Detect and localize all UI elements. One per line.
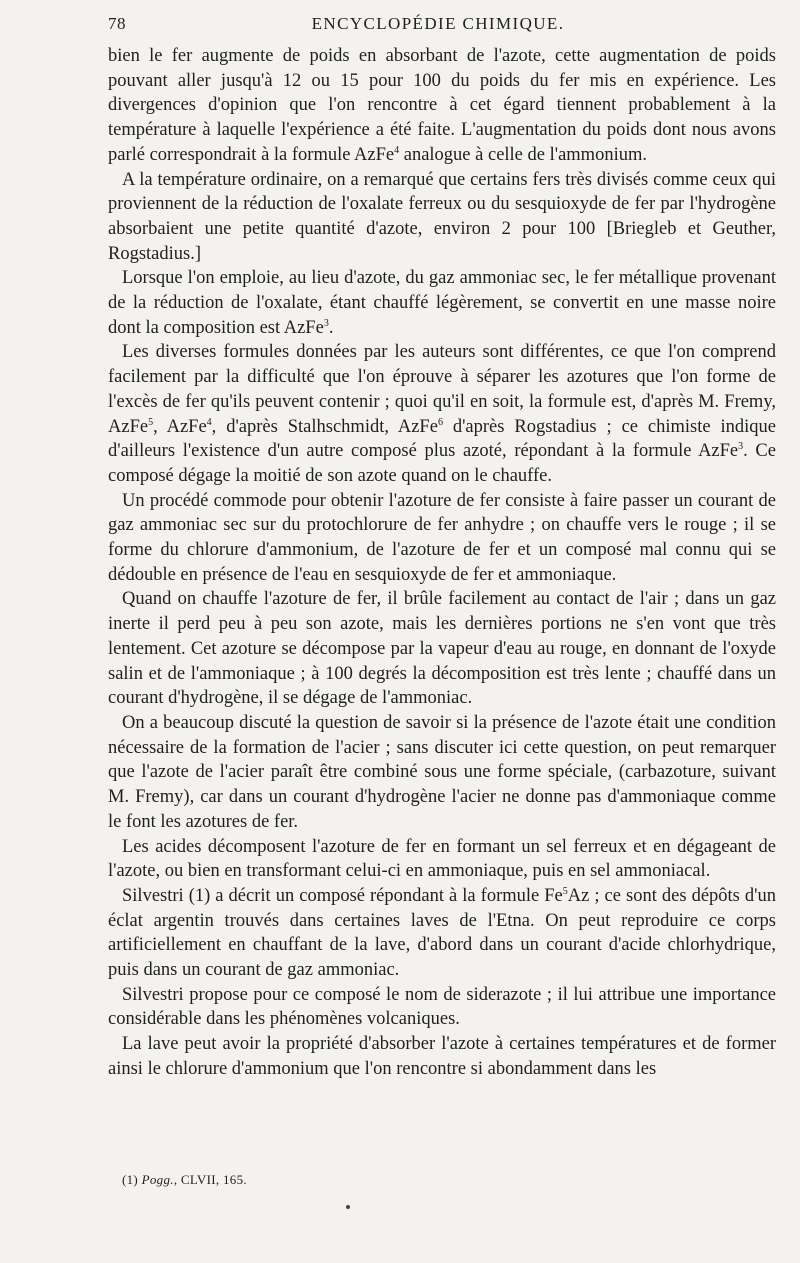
text-run: d'après Rogstadius ; ce chimiste indique d'ailleurs l'existence d'un autre composé plus azoté, répondant à la formule AzFe [108,416,776,462]
body-text [108,44,776,1082]
text-run: analogue à celle de l'ammonium. [399,144,647,165]
paragraph [108,711,776,835]
footnote [122,1172,247,1188]
paragraph [108,983,776,1032]
text-run: Les acides décomposent l'azoture de fer en formant un sel ferreux et en dégageant de l'azote, ou bien en transformant celui-ci en ammoniaque, puis en sel ammoniacal. [108,836,776,882]
footnote-source: Pogg. [141,1172,174,1187]
paragraph [108,340,776,488]
superscript: 5 [562,885,568,897]
superscript: 4 [394,144,400,156]
text-run: . [328,317,334,338]
superscript: 3 [738,441,744,453]
paragraph [108,835,776,884]
paragraph [108,266,776,340]
paragraph [108,884,776,983]
text-run: , AzFe [153,416,207,437]
text-run: Silvestri propose pour ce composé le nom de siderazote ; il lui attribue une importance considérable dans les phénomènes volcaniques. [108,984,776,1030]
text-run: La lave peut avoir la propriété d'absorber l'azote à certaines températures et de former ainsi le chlorure d'ammonium que l'on rencontre si abondamment dans les [108,1034,776,1079]
text-run: Quand on chauffe l'azoture de fer, il brûle facilement au contact de l'air ; dans un gaz inerte il perd peu à peu son azote, mais les dernières portions ne s'en vont que très lentement. Cet azoture se décompose par la vapeur d'eau au rouge, en donnant de l'oxyde salin et de l'ammoniaque ; à 100 degrés la décomposition est très lente ; chauffé dans un courant d'hydrogène, il se dégage de l'ammoniac. [108,589,776,709]
paragraph [108,489,776,588]
text-run: bien le fer augmente de poids en absorbant de l'azote, cette augmentation de poids pouvant aller jusqu'à 12 ou 15 pour 100 du poids du fer mis en expérience. Les divergences d'opinion que l'on rencontre à cet égard tiennent probablement à la température à laquelle l'expérience a été faite. L'augmentation du poids dont nous avons parlé correspondrait à la formule AzFe [108,46,776,165]
text-run: Lorsque l'on emploie, au lieu d'azote, du gaz ammoniac sec, le fer métallique provenant de la réduction de l'oxalate, étant chauffé légèrement, se convertit en une masse noire dont la composition est AzFe [108,268,776,338]
text-run: A la température ordinaire, on a remarqué que certains fers très divisés comme ceux qui proviennent de la réduction de l'oxalate ferreux ou du sesquioxyde de fer par l'hydrogène absorbaient une petite quantité d'azote, environ 2 pour 100 [Briegleb et Geuther, Rogstadius.] [108,169,776,264]
text-run: Az ; ce sont des dépôts d'un éclat argentin trouvés dans certaines laves de l'Etna. On peut reproduire ce corps artificiellement en chauffant de la lave, d'abord dans un courant d'acide chlorhydrique, puis dans un courant de gaz ammoniac. [108,885,776,981]
superscript: 5 [148,416,154,428]
text-run: Les diverses formules données par les auteurs sont différentes, ce que l'on comprend facilement par la difficulté que l'on éprouve à séparer les azotures que l'on forme de l'excès de fer qu'ils peuvent contenir ; quoi qu'il en soit, la formule est, d'après M. Fremy, AzFe [108,342,776,437]
page-header [108,14,768,38]
paragraph [108,168,776,267]
footnote-reference: , CLVII, 165. [173,1172,247,1187]
text-run: Silvestri (1) a décrit un composé répondant à la formule Fe [122,885,563,906]
text-run: , d'après Stalhschmidt, AzFe [211,416,438,437]
superscript: 3 [323,317,329,329]
footnote-marker: (1) [122,1172,142,1187]
text-run: On a beaucoup discuté la question de savoir si la présence de l'azote était une condition nécessaire de la formation de l'acier ; sans discuter ici cette question, on peut remarquer que l'azote de l'acier paraît être combiné sous une forme spéciale, (carbazoture, suivant M. Fremy), car dans un courant d'hydrogène l'acier ne donne pas d'ammoniaque comme le font les azotures de fer. [108,712,776,832]
text-run: . Ce composé dégage la moitié de son azote quand on le chauffe. [108,441,776,486]
running-title: ENCYCLOPÉDIE CHIMIQUE. [311,14,565,33]
paragraph [108,587,776,711]
superscript: 6 [437,416,443,428]
text-run: Un procédé commode pour obtenir l'azoture de fer consiste à faire passer un courant de gaz ammoniac sec sur du protochlorure de fer anhydre ; on chauffe vers le rouge ; il se forme du chlorure d'ammonium, de l'azoture de fer et un composé mal connu qui se dédouble en présence de l'eau en sesquioxyde de fer et ammoniaque. [108,490,776,585]
paragraph [108,1032,776,1081]
page-number: 78 [108,14,126,33]
print-mark [346,1205,350,1209]
superscript: 4 [206,416,212,428]
paragraph [108,44,776,168]
